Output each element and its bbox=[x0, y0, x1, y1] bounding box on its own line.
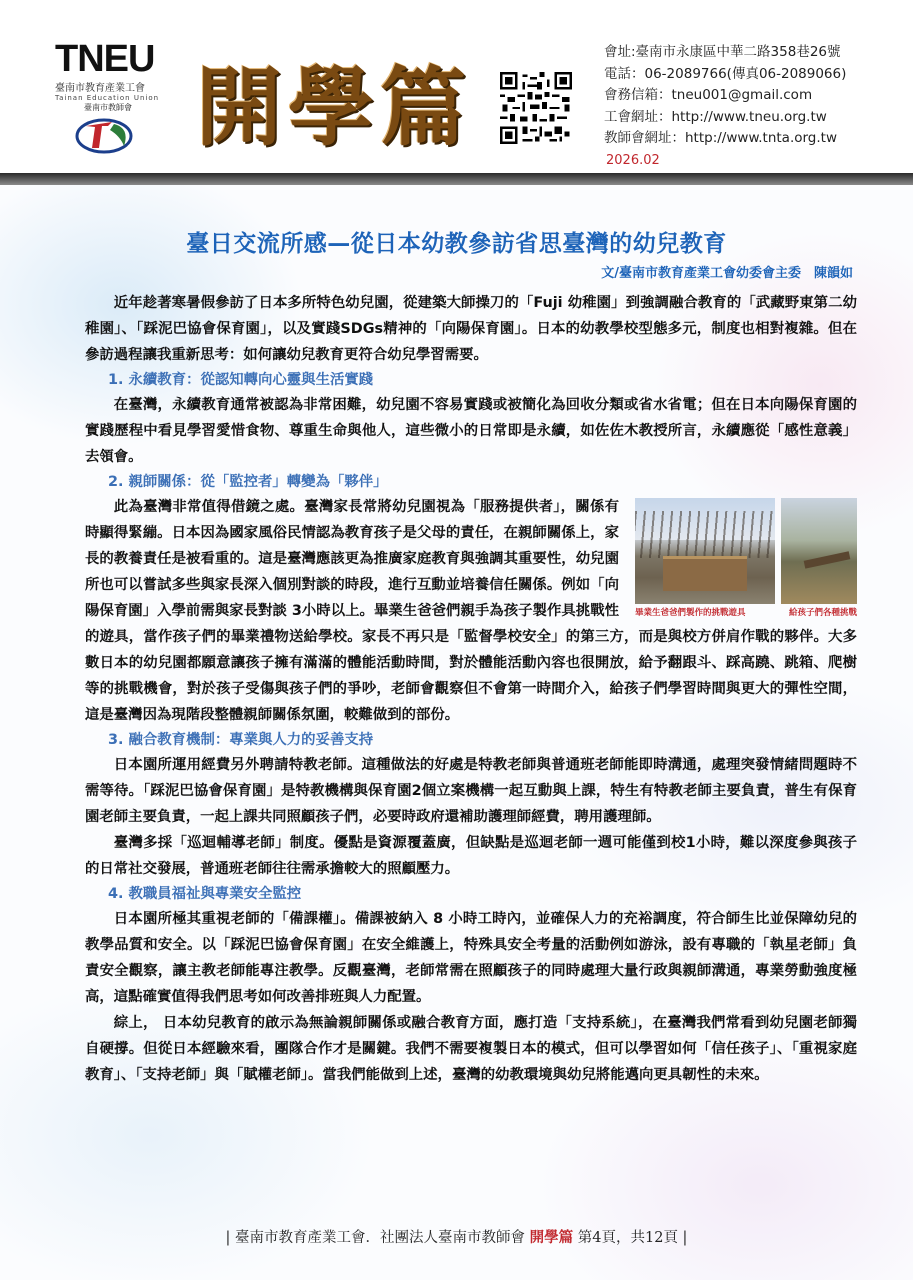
intro-paragraph: 近年趁著寒暑假參訪了日本多所特色幼兒園，從建築大師操刀的「Fuji 幼稚園」到強調融合教育的「武藏野東第二幼稚園」、「踩泥巴協會保育園」，以及實踐SDGs精神的「向陽保育園」。日本的幼教學校型態多元，制度也相對複雜。但在參訪過程讓我重新思考：如何讓幼兒教育更符合幼兒學習需要。 bbox=[85, 295, 857, 363]
contact-address: 會址:臺南市永康區中華二路358巷26號 bbox=[604, 44, 841, 60]
photo-caption-2: 給孩子們各種挑戰 bbox=[788, 608, 857, 618]
tneu-logo-chinese: 臺南市教育產業工會 bbox=[55, 83, 145, 94]
section-4-paragraph: 日本園所極其重視老師的「備課權」。備課被納入 8 小時工時內，並確保人力的充裕調度，符合師生比並保障幼兒的教學品質和安全。以「踩泥巴協會保育園」在安全維護上，特殊具安全考量的活動例如游泳，設有專職的「執星老師」負責安全觀察，讓主教老師能專注教學。反觀臺灣，老師常需在照顧孩子的同時處理大量行政與親師溝通，專業勞動強度極高，這點確實值得我們思考如何改善排班與人力配置。 bbox=[85, 911, 857, 1005]
section-heading-3: 3. 融合教育機制：專業與人力的妥善支持 bbox=[108, 732, 374, 748]
photo-group bbox=[635, 498, 857, 620]
contact-email[interactable]: 會務信箱：tneu001@gmail.com bbox=[604, 87, 813, 103]
section-3-paragraph-2: 臺灣多採「巡迴輔導老師」制度。優點是資源覆蓋廣，但缺點是巡迴老師一週可能僅到校1小時，難以深度參與孩子的日常社交發展，普通班老師往往需承擔較大的照顧壓力。 bbox=[85, 835, 857, 877]
tneu-logo bbox=[55, 40, 159, 102]
conclusion-paragraph: 綜上， 日本幼兒教育的啟示為無論親師關係或融合教育方面，應打造「支持系統」，在臺灣我們常看到幼兒園老師獨自硬撐。但從日本經驗來看，團隊合作才是關鍵。我們不需要複製日本的模式，但可以學習如何「信任孩子」、「重視家庭教育」、「支持老師」與「賦權老師」。當我們能做到上述，臺灣的幼教環境與幼兒將能邁向更具韌性的未來。 bbox=[85, 1015, 857, 1083]
tneu-logo-mark: TNEU bbox=[55, 38, 155, 80]
tneu-logo-english: Tainan Education Union bbox=[55, 94, 160, 102]
issue-date: 2026.02 bbox=[606, 152, 660, 168]
section-heading-4: 4. 教職員福祉與專業安全監控 bbox=[108, 886, 302, 902]
article-title: 臺日交流所感—從日本幼教參訪省思臺灣的幼兒教育 bbox=[186, 231, 727, 257]
teachers-association-logo bbox=[72, 100, 142, 160]
contact-phone: 電話：06-2089766(傳真06-2089066) bbox=[604, 65, 847, 82]
section-1-paragraph: 在臺灣，永續教育通常被認為非常困難，幼兒園不容易實踐或被簡化為回收分類或省水省電；但在日本向陽保育園的實踐歷程中看見學習愛惜食物、尊重生命與他人，這些微小的日常即是永續，如佐佐木教授所言，永續應從「感性意義」去領會。 bbox=[85, 397, 857, 465]
contact-info bbox=[604, 42, 846, 171]
page-footer bbox=[0, 1226, 913, 1247]
masthead-title: 開學篇 bbox=[196, 57, 472, 158]
challenge-photo bbox=[781, 498, 857, 604]
article-byline: 文/臺南市教育產業工會幼委會主委 陳韻如 bbox=[601, 266, 853, 281]
contact-union-website[interactable]: 工會網址：http://www.tneu.org.tw bbox=[604, 108, 827, 125]
section-heading-1: 1. 永續教育：從認知轉向心靈與生活實踐 bbox=[108, 372, 374, 388]
section-3-paragraph-1: 日本園所運用經費另外聘請特教老師。這種做法的好處是特教老師與普通班老師能即時溝通，處理突發情緒問題時不需等待。「踩泥巴協會保育園」是特教機構與保育園2個立案機構一起互動與上課，特生有特教老師主要負責，普生有保育園老師主要負責，一起上課共同照顧孩子們，必要時政府還補助護理師經費，聘用護理師。 bbox=[85, 757, 857, 825]
logo2-label: 臺南市教師會 bbox=[84, 103, 132, 112]
playground-photo bbox=[635, 498, 775, 604]
qr-code[interactable] bbox=[500, 72, 572, 144]
header-divider bbox=[0, 173, 913, 185]
article-body bbox=[85, 290, 857, 1088]
photo-caption-1: 畢業生爸爸們製作的挑戰遊具 bbox=[635, 608, 746, 618]
section-2-paragraph: 此為臺灣非常值得借鏡之處。臺灣家長常將幼兒園視為「服務提供者」，關係有時顯得緊繃。日本因為國家風俗民情認為教育孩子是父母的責任，在親師關係上，家長的教養責任是被看重的。這是臺灣應該更為推廣家庭教育與強調其重要性，幼兒園所也可以嘗試多些與家長深入個別對談的時段，進行互動並培養信任關係。例如「向陽保育園」入學前需與家長對談 3小時以上。畢業生爸爸們親手為孩子製作具挑戰性的遊具，當作孩子們的畢業禮物送給學校。家長不再只是「監督學校安全」的第三方，而是與校方併肩作戰的夥伴。大多數日本的幼兒園都願意讓孩子擁有滿滿的體能活動時間，對於體能活動內容也很開放，給予翻跟斗、踩高蹺、跳箱、爬樹等的挑戰機會，對於孩子受傷與孩子們的爭吵，老師會觀察但不會第一時間介入，給孩子們學習時間與更大的彈性空間，這是臺灣因為現階段整體親師關係氛圍，較難做到的部份。 bbox=[85, 499, 857, 723]
footer-highlight: 開學篇 bbox=[529, 1229, 574, 1246]
contact-teachers-website[interactable]: 教師會網址：http://www.tnta.org.tw bbox=[604, 130, 838, 146]
footer-left: | 臺南市教育產業工會．社團法人臺南市教師會 bbox=[225, 1230, 530, 1246]
footer-right: 第4頁，共12頁 | bbox=[573, 1230, 688, 1246]
section-heading-2: 2. 親師關係：從「監控者」轉變為「夥伴」 bbox=[108, 474, 388, 490]
